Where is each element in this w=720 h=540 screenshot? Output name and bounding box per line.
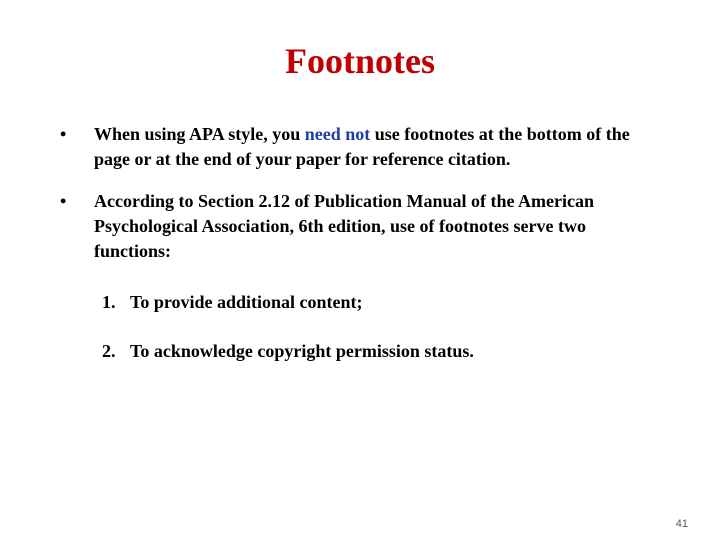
number-marker: 2.	[102, 341, 116, 361]
slide-title: Footnotes	[285, 41, 435, 81]
numbered-item-text: To provide additional content;	[130, 292, 363, 312]
page-number: 41	[675, 518, 688, 530]
numbered-item	[102, 290, 474, 315]
bullet-marker: •	[60, 191, 67, 211]
number-marker: 1.	[102, 292, 116, 312]
numbered-item-text: To acknowledge copyright permission status.	[130, 341, 474, 361]
numbered-item	[102, 339, 474, 364]
bullet-item	[60, 122, 660, 172]
numbered-list	[102, 290, 474, 388]
bullet-marker: •	[60, 124, 67, 144]
bullet-text: According to Section 2.12 of Publication Manual of the American Psychological Association, 6th edition, use of footnotes serve two functions:	[94, 191, 594, 261]
bullet-text-end: use footnotes at the bottom of the page or at the end of your paper for reference citation.	[94, 124, 630, 169]
bullet-item	[60, 189, 660, 264]
bullet-text-start: When using APA style, you	[94, 124, 305, 144]
bullet-list	[60, 122, 660, 281]
emphasis-text: need not	[304, 124, 371, 144]
